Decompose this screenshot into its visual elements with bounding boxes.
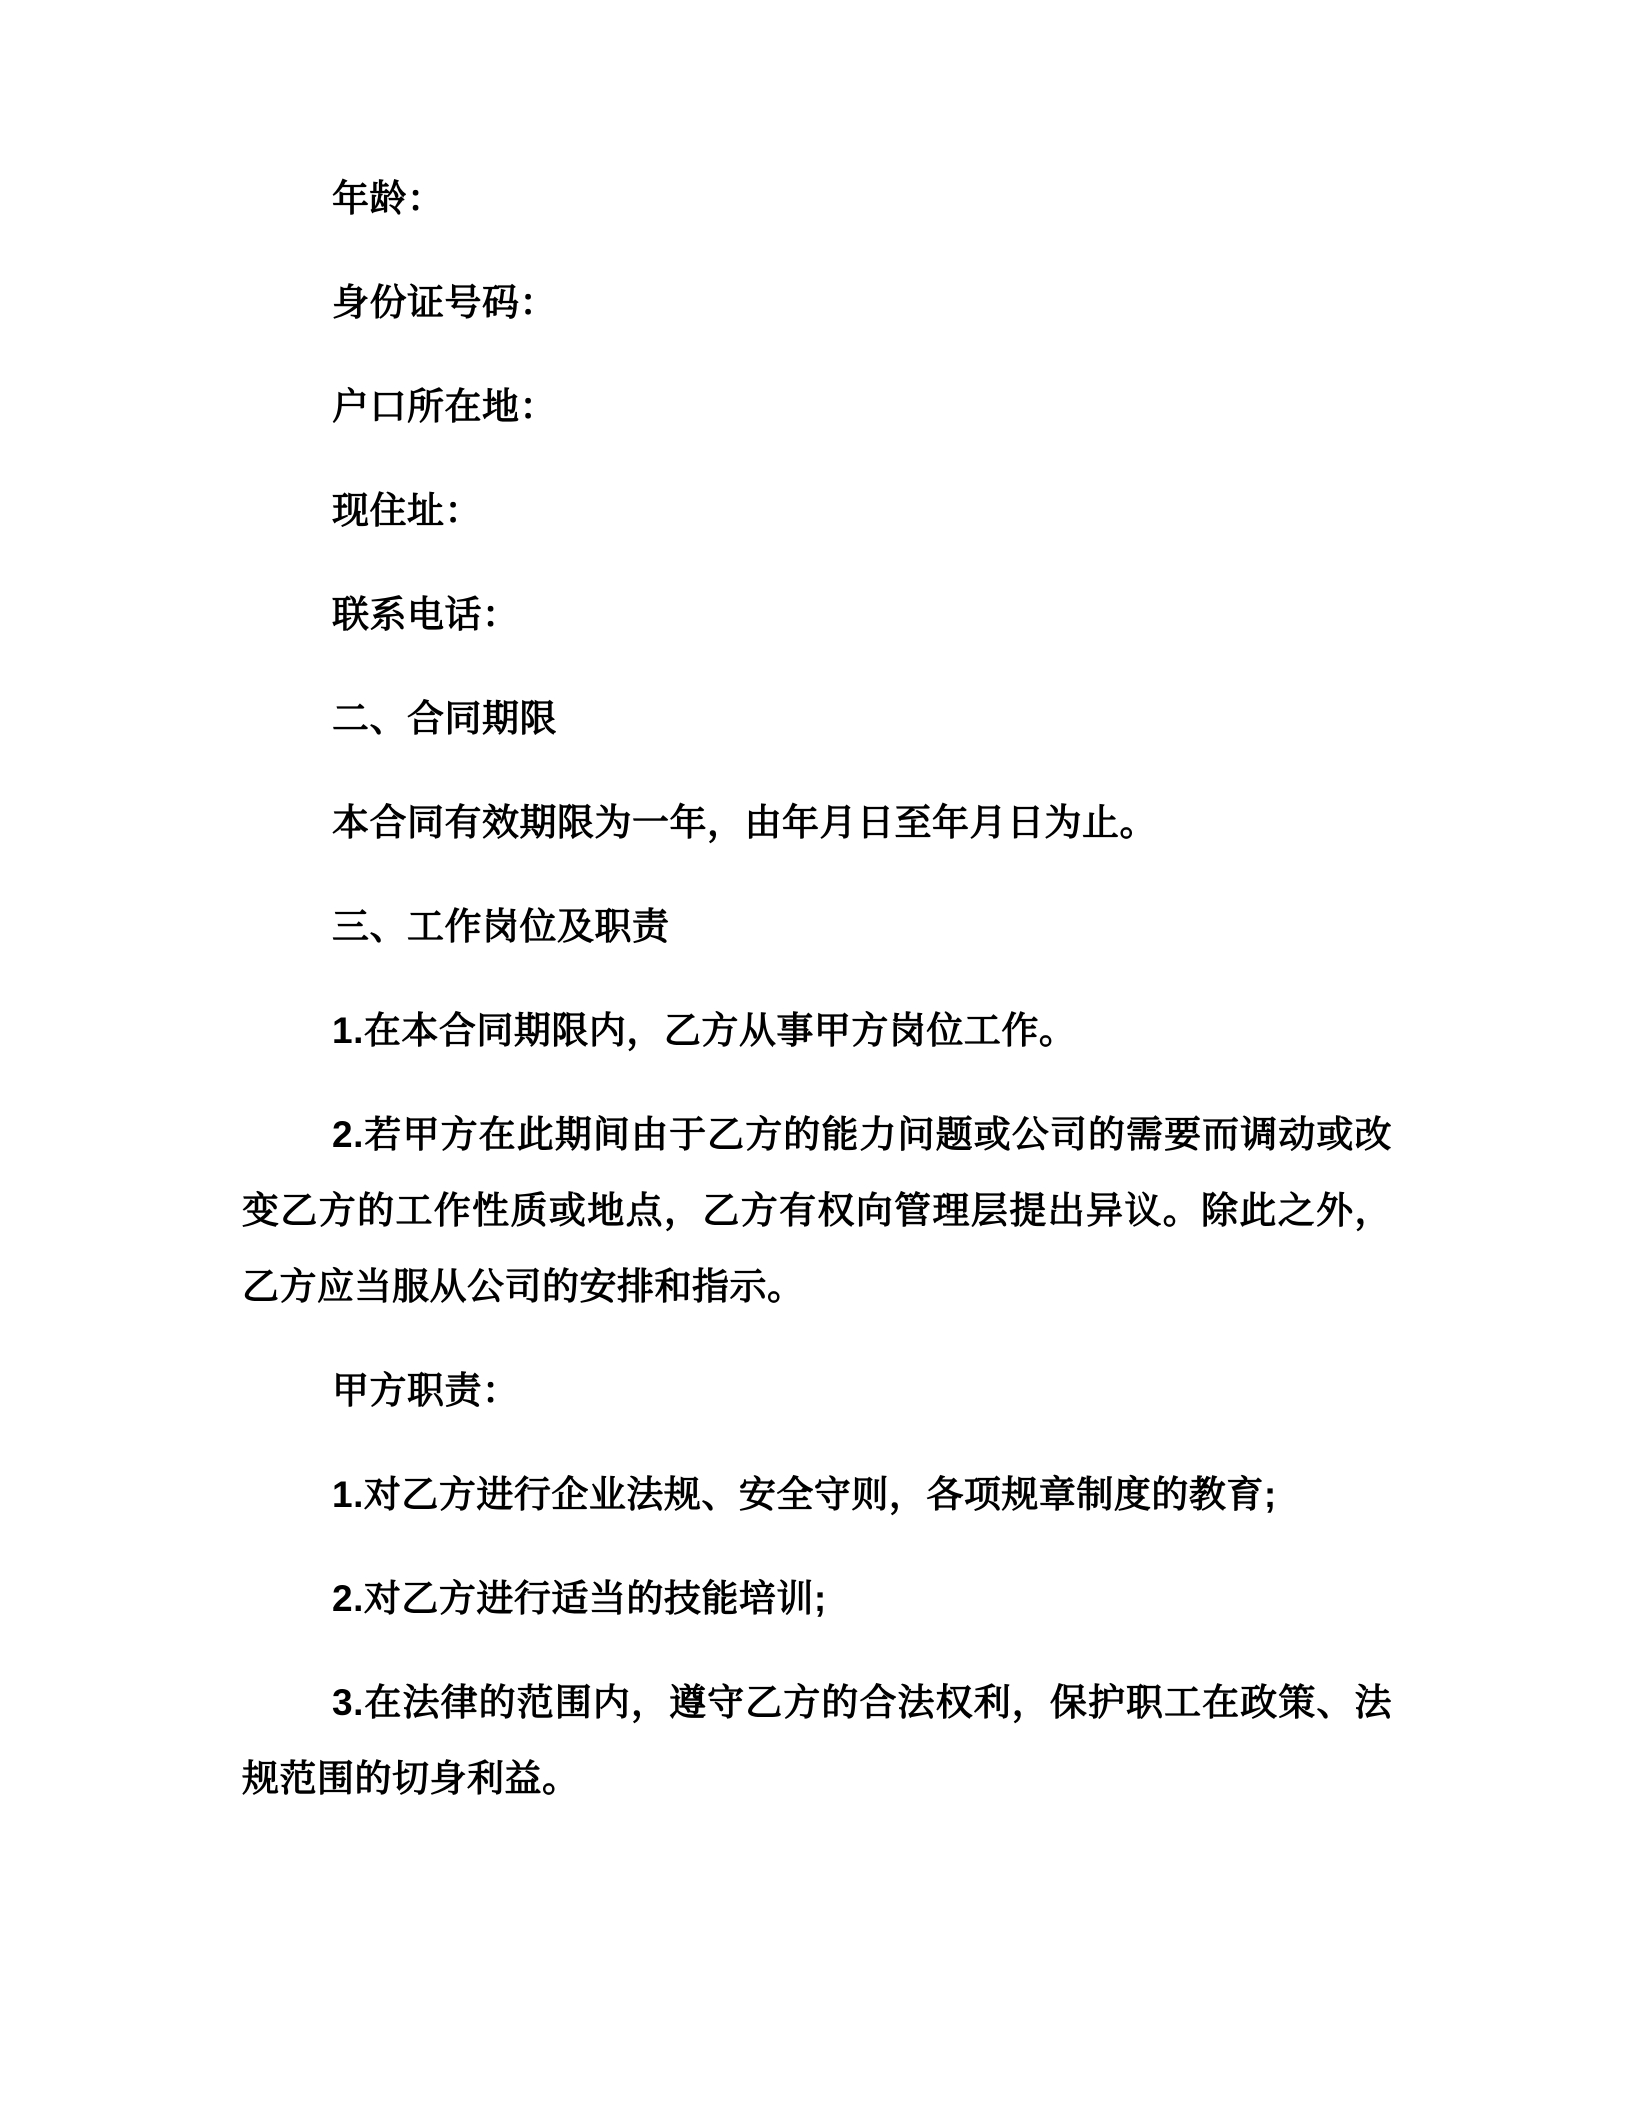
paragraph-job-duty-2: 2.若甲方在此期间由于乙方的能力问题或公司的需要而调动或改变乙方的工作性质或地点，乙方有权向管理层提出异议。除此之外，乙方应当服从公司的安排和指示。 <box>242 1114 1392 1307</box>
paragraph-age-label: 年龄： <box>332 178 445 219</box>
paragraph-party-a-duty-2: 2.对乙方进行适当的技能培训; <box>332 1578 827 1619</box>
paragraph-job-duty-1: 1.在本合同期限内，乙方从事甲方岗位工作。 <box>332 1010 1077 1051</box>
paragraph-party-a-duty-1: 1.对乙方进行企业法规、安全守则，各项规章制度的教育; <box>332 1474 1277 1515</box>
paragraph-household-registration-label: 户口所在地： <box>332 386 557 427</box>
paragraph-phone-label: 联系电话： <box>332 594 520 635</box>
paragraph-contract-term-body: 本合同有效期限为一年，由年月日至年月日为止。 <box>332 802 1157 843</box>
paragraph-party-a-duties-label: 甲方职责： <box>332 1370 520 1411</box>
heading-section-2-contract-term: 二、合同期限 <box>332 698 557 739</box>
paragraph-id-number-label: 身份证号码： <box>332 282 557 323</box>
heading-section-3-job-duties: 三、工作岗位及职责 <box>332 906 670 947</box>
paragraph-current-address-label: 现住址： <box>332 490 482 531</box>
paragraph-party-a-duty-3: 3.在法律的范围内，遵守乙方的合法权利，保护职工在政策、法规范围的切身利益。 <box>242 1682 1392 1799</box>
